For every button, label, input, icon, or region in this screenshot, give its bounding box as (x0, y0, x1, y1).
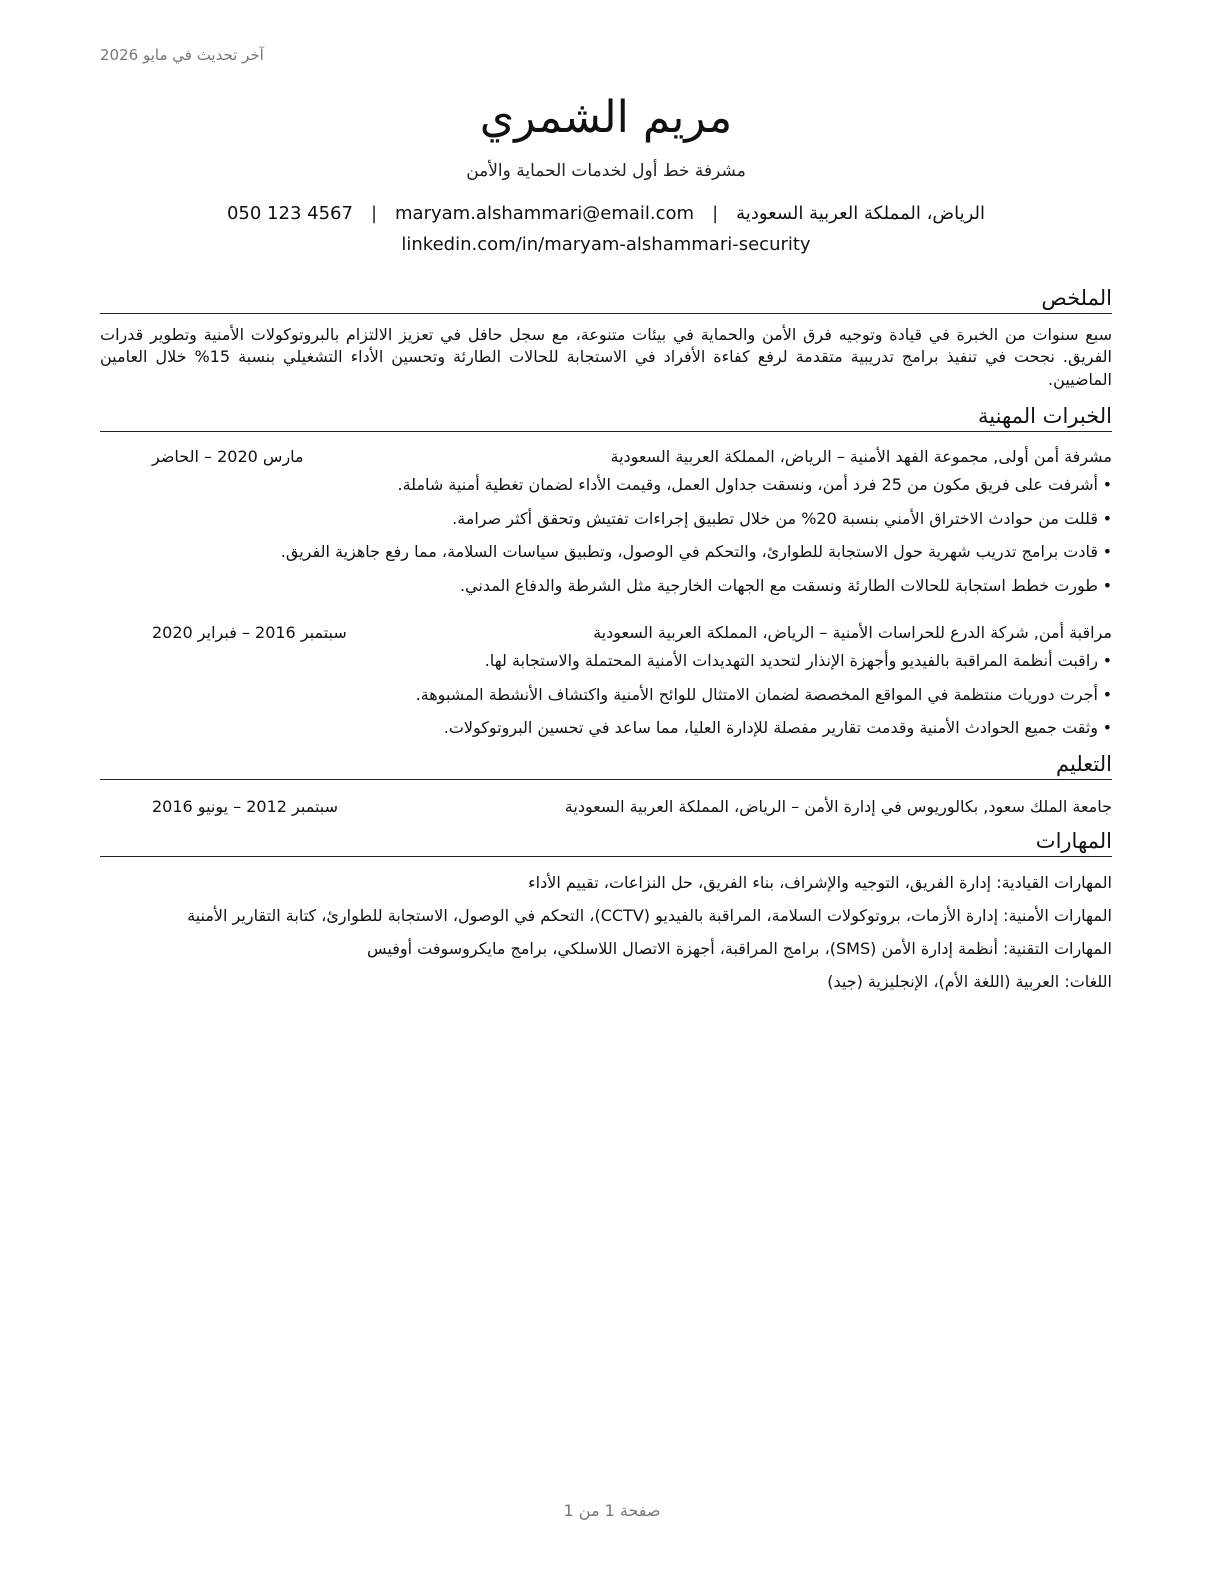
separator: | (370, 202, 378, 224)
education-dates: سبتمبر 2012 – يونيو 2016 (152, 797, 339, 817)
education-heading: جامعة الملك سعود, بكالوريوس في إدارة الأمن – الرياض، المملكة العربية السعودية (564, 797, 1112, 817)
bullet-item (100, 717, 1112, 739)
experience-section (100, 403, 1112, 739)
linkedin-link[interactable]: linkedin.com/in/maryam-alshammari-security (401, 233, 811, 255)
skill-line: المهارات القيادية: إدارة الفريق، التوجيه والإشراف، بناء الفريق، حل النزاعات، تقييم الأداء (528, 872, 1112, 892)
bullet-item (100, 684, 1112, 706)
job-dates: سبتمبر 2016 – فبراير 2020 (152, 623, 347, 643)
bullet-text: راقبت أنظمة المراقبة بالفيديو وأجهزة الإنذار لتحديد التهديدات الأمنية المحتملة والاستجابة لها. (484, 651, 1098, 671)
summary-section (100, 285, 1112, 391)
bullet-item (100, 474, 1112, 496)
job-entry (100, 622, 1112, 738)
bullet-icon: • (1102, 508, 1112, 528)
bullet-item (100, 575, 1112, 597)
section-title-skills: المهارات (100, 828, 1112, 857)
section-title-education: التعليم (100, 751, 1112, 780)
bullet-text: وثقت جميع الحوادث الأمنية وقدمت تقارير مفصلة للإدارة العليا، مما ساعد في تحسين البروتوكولات. (443, 718, 1098, 738)
bullet-icon: • (1102, 651, 1112, 671)
bullet-text: طورت خطط استجابة للحالات الطارئة ونسقت مع الجهات الخارجية مثل الشرطة والدفاع المدني. (459, 575, 1098, 595)
separator: | (712, 202, 719, 224)
job-title: مشرفة خط أول لخدمات الحماية والأمن (466, 160, 746, 181)
bullet-item (100, 508, 1112, 530)
email-link[interactable]: maryam.alshammari@email.com (395, 202, 695, 224)
page-number: صفحة 1 من 1 (563, 1501, 661, 1520)
section-title-summary: الملخص (100, 285, 1112, 314)
job-heading: مراقبة أمن, شركة الدرع للحراسات الأمنية – الرياض، المملكة العربية السعودية (593, 623, 1112, 643)
location: الرياض، المملكة العربية السعودية (736, 202, 986, 224)
last-updated-note: آخر تحديث في مايو 2026 (100, 46, 264, 64)
skills-section (100, 828, 1112, 994)
job-heading: مشرفة أمن أولى, مجموعة الفهد الأمنية – الرياض، المملكة العربية السعودية (610, 447, 1112, 467)
skill-line: اللغات: العربية (اللغة الأم)، الإنجليزية (جيد) (827, 972, 1112, 992)
bullet-text: قادت برامج تدريب شهرية حول الاستجابة للطوارئ، والتحكم في الوصول، وتطبيق سياسات السلامة، مما رفع جاهزية الفريق. (280, 542, 1098, 562)
bullet-icon: • (1102, 575, 1112, 595)
skill-line: المهارات الأمنية: إدارة الأزمات، بروتوكولات السلامة، المراقبة بالفيديو (CCTV)، التحكم في الوصول، الاستجابة للطوارئ، كتابة التقارير الأمنية (187, 906, 1112, 926)
job-entry (100, 446, 1112, 596)
bullet-text: أشرفت على فريق مكون من 25 فرد أمن، ونسقت جداول العمل، وقيمت الأداء لضمان تغطية أمنية شاملة. (397, 475, 1098, 495)
bullet-item (100, 650, 1112, 672)
job-dates: مارس 2020 – الحاضر (152, 447, 304, 467)
phone-number: 050 123 4567 (226, 202, 353, 224)
skill-line: المهارات التقنية: أنظمة إدارة الأمن (SMS)، برامج المراقبة، أجهزة الاتصال اللاسلكي، برامج مايكروسوفت أوفيس (366, 939, 1112, 959)
bullet-icon: • (1102, 542, 1112, 562)
candidate-name: مريم الشمري (479, 92, 733, 143)
bullet-icon: • (1102, 475, 1112, 495)
resume-page (100, 92, 1112, 1004)
bullet-text: قللت من حوادث الاختراق الأمني بنسبة 20% من خلال تطبيق إجراءات تفتيش وتحقق أكثر صرامة. (452, 508, 1098, 528)
education-section (100, 751, 1112, 818)
section-title-experience: الخبرات المهنية (100, 403, 1112, 432)
contact-info (100, 203, 1112, 224)
bullet-icon: • (1102, 684, 1112, 704)
bullet-text: أجرت دوريات منتظمة في المواقع المخصصة لضمان الامتثال للوائح الأمنية واكتشاف الأنشطة المشبوهة. (415, 684, 1098, 704)
bullet-item (100, 541, 1112, 563)
summary-text: سبع سنوات من الخبرة في قيادة وتوجيه فرق الأمن والحماية في بيئات متنوعة، مع سجل حافل في تعزيز الالتزام بالبروتوكولات الأمنية وتطوير قدرات الفريق. نجحت في تنفيذ برامج تدريبية متقدمة لرفع كفاءة الأفراد في الاستجابة للحالات الطارئة وتحسين الأداء التشغيلي بنسبة 15% خلال العامين الماضيين. (100, 325, 1112, 389)
bullet-icon: • (1102, 718, 1112, 738)
